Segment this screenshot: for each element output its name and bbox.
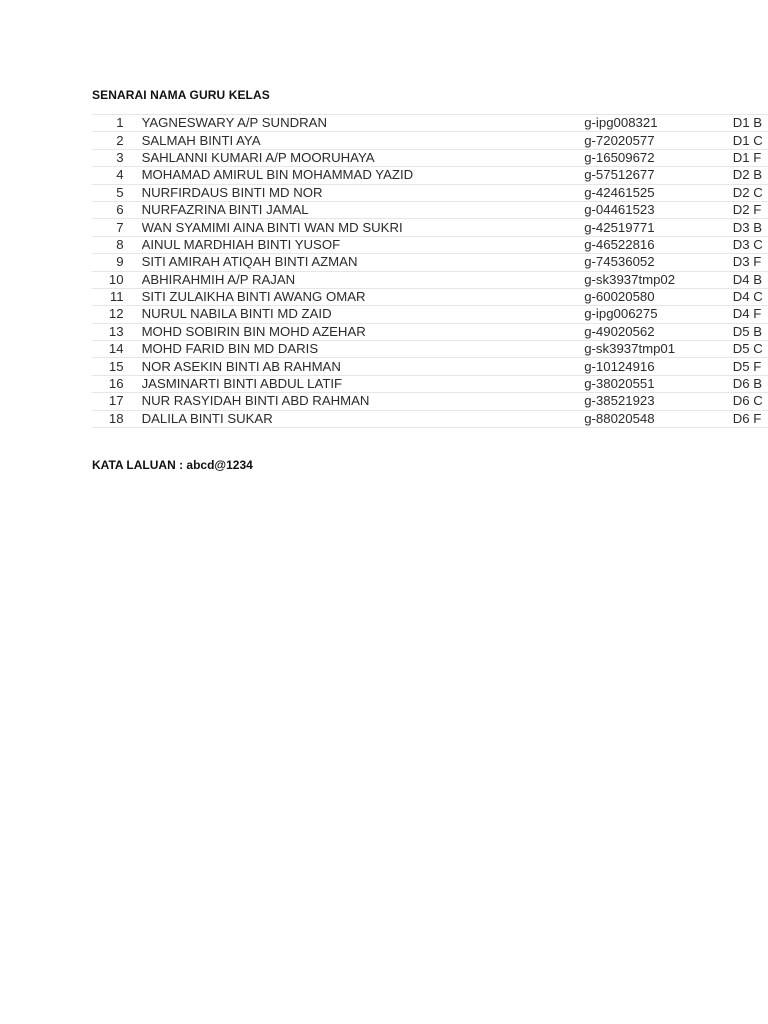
teacher-name-cell: MOHAMAD AMIRUL BIN MOHAMMAD YAZID xyxy=(142,167,585,184)
table-row xyxy=(92,167,768,184)
user-id-cell: g-72020577 xyxy=(584,132,733,149)
class-cell: D1 F xyxy=(733,149,768,166)
user-id-cell: g-60020580 xyxy=(584,288,733,305)
class-cell: D5 B xyxy=(733,323,768,340)
user-id-cell: g-42461525 xyxy=(584,184,733,201)
user-id-cell: g-sk3937tmp01 xyxy=(584,341,733,358)
teacher-name-cell: MOHD SOBIRIN BIN MOHD AZEHAR xyxy=(142,323,585,340)
table-row xyxy=(92,149,768,166)
teacher-name-cell: WAN SYAMIMI AINA BINTI WAN MD SUKRI xyxy=(142,219,585,236)
teacher-name-cell: MOHD FARID BIN MD DARIS xyxy=(142,341,585,358)
user-id-cell: g-38020551 xyxy=(584,375,733,392)
user-id-cell: g-sk3937tmp02 xyxy=(584,271,733,288)
table-row xyxy=(92,323,768,340)
table-row xyxy=(92,271,768,288)
class-cell: D4 F xyxy=(733,306,768,323)
row-number-cell: 7 xyxy=(92,219,142,236)
table-row xyxy=(92,358,768,375)
row-number-cell: 8 xyxy=(92,236,142,253)
teacher-name-cell: SAHLANNI KUMARI A/P MOORUHAYA xyxy=(142,149,585,166)
class-cell: D1 B xyxy=(733,115,768,132)
row-number-cell: 6 xyxy=(92,201,142,218)
table-row xyxy=(92,288,768,305)
class-cell: D5 C xyxy=(733,341,768,358)
class-cell: D2 C xyxy=(733,184,768,201)
user-id-cell: g-49020562 xyxy=(584,323,733,340)
teacher-name-cell: SITI ZULAIKHA BINTI AWANG OMAR xyxy=(142,288,585,305)
row-number-cell: 9 xyxy=(92,254,142,271)
table-row xyxy=(92,254,768,271)
table-row xyxy=(92,306,768,323)
user-id-cell: g-16509672 xyxy=(584,149,733,166)
teacher-name-cell: JASMINARTI BINTI ABDUL LATIF xyxy=(142,375,585,392)
row-number-cell: 4 xyxy=(92,167,142,184)
class-cell: D6 B xyxy=(733,375,768,392)
row-number-cell: 15 xyxy=(92,358,142,375)
class-cell: D1 C xyxy=(733,132,768,149)
user-id-cell: g-57512677 xyxy=(584,167,733,184)
teacher-name-cell: YAGNESWARY A/P SUNDRAN xyxy=(142,115,585,132)
document-heading: SENARAI NAMA GURU KELAS xyxy=(92,88,270,102)
user-id-cell: g-74536052 xyxy=(584,254,733,271)
class-cell: D4 B xyxy=(733,271,768,288)
row-number-cell: 18 xyxy=(92,410,142,427)
teacher-name-cell: SITI AMIRAH ATIQAH BINTI AZMAN xyxy=(142,254,585,271)
table-row xyxy=(92,184,768,201)
table-row xyxy=(92,219,768,236)
table-row xyxy=(92,201,768,218)
teacher-name-cell: DALILA BINTI SUKAR xyxy=(142,410,585,427)
class-cell: D3 C xyxy=(733,236,768,253)
user-id-cell: g-42519771 xyxy=(584,219,733,236)
row-number-cell: 1 xyxy=(92,115,142,132)
teacher-name-cell: NOR ASEKIN BINTI AB RAHMAN xyxy=(142,358,585,375)
user-id-cell: g-38521923 xyxy=(584,393,733,410)
row-number-cell: 17 xyxy=(92,393,142,410)
class-cell: D5 F xyxy=(733,358,768,375)
table-row xyxy=(92,375,768,392)
user-id-cell: g-88020548 xyxy=(584,410,733,427)
teacher-name-cell: NUR RASYIDAH BINTI ABD RAHMAN xyxy=(142,393,585,410)
row-number-cell: 10 xyxy=(92,271,142,288)
table-row xyxy=(92,115,768,132)
teacher-name-cell: AINUL MARDHIAH BINTI YUSOF xyxy=(142,236,585,253)
class-cell: D6 C xyxy=(733,393,768,410)
class-cell: D2 B xyxy=(733,167,768,184)
table-row xyxy=(92,393,768,410)
class-cell: D2 F xyxy=(733,201,768,218)
password-line: KATA LALUAN : abcd@1234 xyxy=(92,458,253,472)
class-cell: D3 F xyxy=(733,254,768,271)
teacher-name-cell: SALMAH BINTI AYA xyxy=(142,132,585,149)
teacher-name-cell: NURUL NABILA BINTI MD ZAID xyxy=(142,306,585,323)
teacher-table-body xyxy=(92,115,768,428)
row-number-cell: 16 xyxy=(92,375,142,392)
user-id-cell: g-ipg008321 xyxy=(584,115,733,132)
row-number-cell: 2 xyxy=(92,132,142,149)
table-row xyxy=(92,341,768,358)
user-id-cell: g-10124916 xyxy=(584,358,733,375)
teacher-table-container xyxy=(92,114,768,428)
row-number-cell: 5 xyxy=(92,184,142,201)
table-row xyxy=(92,236,768,253)
teacher-name-cell: NURFIRDAUS BINTI MD NOR xyxy=(142,184,585,201)
class-cell: D6 F xyxy=(733,410,768,427)
row-number-cell: 12 xyxy=(92,306,142,323)
teacher-table xyxy=(92,114,768,428)
user-id-cell: g-04461523 xyxy=(584,201,733,218)
class-cell: D4 C xyxy=(733,288,768,305)
row-number-cell: 11 xyxy=(92,288,142,305)
user-id-cell: g-46522816 xyxy=(584,236,733,253)
teacher-name-cell: NURFAZRINA BINTI JAMAL xyxy=(142,201,585,218)
user-id-cell: g-ipg006275 xyxy=(584,306,733,323)
teacher-name-cell: ABHIRAHMIH A/P RAJAN xyxy=(142,271,585,288)
row-number-cell: 13 xyxy=(92,323,142,340)
table-row xyxy=(92,132,768,149)
row-number-cell: 14 xyxy=(92,341,142,358)
table-row xyxy=(92,410,768,427)
row-number-cell: 3 xyxy=(92,149,142,166)
class-cell: D3 B xyxy=(733,219,768,236)
